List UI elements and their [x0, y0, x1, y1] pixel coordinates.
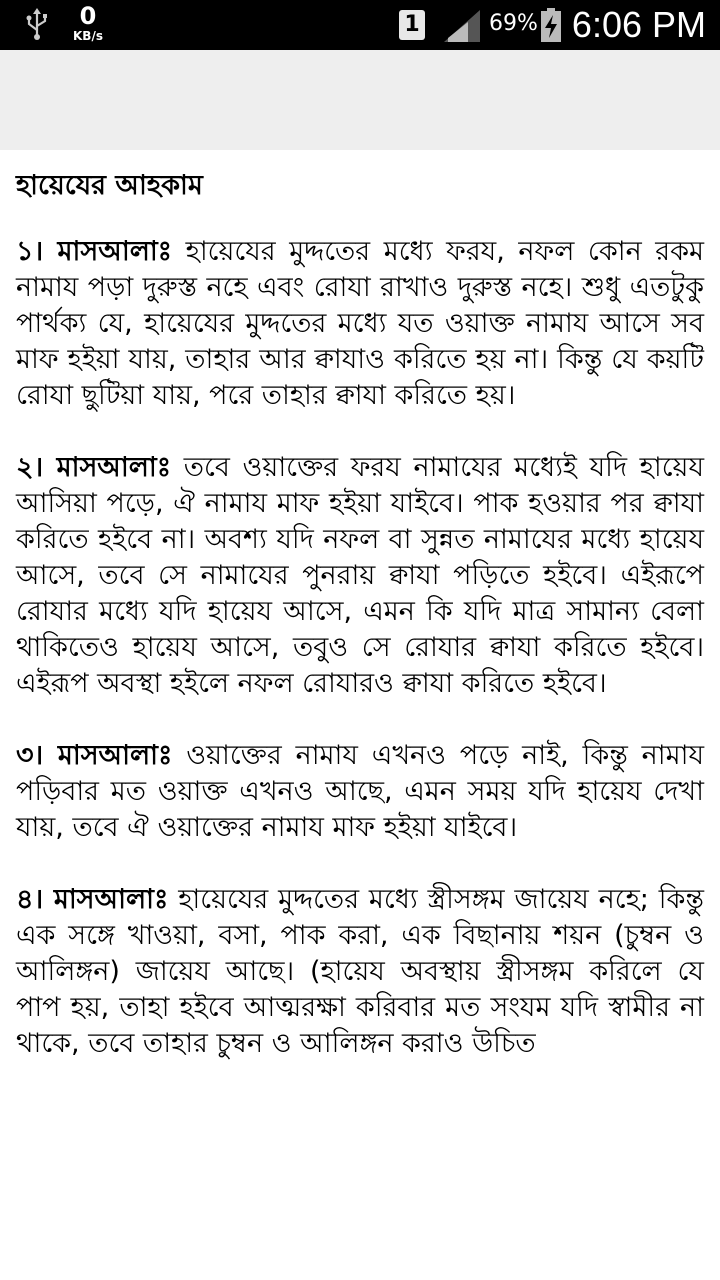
masala-label: ১। মাসআলাঃ — [16, 236, 173, 267]
status-bar — [0, 0, 720, 50]
usb-icon — [24, 8, 50, 42]
article-content[interactable] — [0, 150, 720, 1280]
clock-time: 6:06 PM — [571, 4, 706, 45]
sim-slot-icon: 1 — [399, 10, 425, 40]
masala-text: ওয়াক্তের নামায এখনও পড়ে নাই, কিন্তু নামায পড়িবার মত ওয়াক্ত এখনও আছে, এমন সময় যদি হায়েয দেখা যায়, তবে ঐ ওয়াক্তের নামায মাফ হইয়া যাইবে। — [16, 740, 704, 843]
masala-paragraph-1 — [16, 234, 704, 414]
signal-icon — [444, 10, 480, 42]
masala-paragraph-2 — [16, 450, 704, 702]
app-header-bar — [0, 50, 720, 150]
network-speed — [66, 4, 110, 42]
masala-text: তবে ওয়াক্তের ফরয নামাযের মধ্যেই যদি হায়েয আসিয়া পড়ে, ঐ নামায মাফ হইয়া যাইবে। পাক হওয়ার পর ক্বাযা করিতে হইবে না। অবশ্য যদি নফল বা সুন্নত নামাযের মধ্যে হায়েয আসে, তবে সে নামাযের পুনরায় ক্বাযা পড়িতে হইবে। এইরূপে রোযার মধ্যে যদি হায়েয আসে, এমন কি যদি মাত্র সামান্য বেলা থাকিতেও হায়েয আসে, তবুও সে রোযার ক্বাযা করিতে হইবে। এইরূপ অবস্থা হইলে নফল রোযারও ক্বাযা করিতে হইবে। — [16, 452, 704, 699]
masala-text: হায়েযের মুদ্দতের মধ্যে স্ত্রীসঙ্গম জায়েয নহে; কিন্তু এক সঙ্গে খাওয়া, বসা, পাক করা, এক বিছানায় শয়ন (চুম্বন ও আলিঙ্গন) জায়েয আছে। (হায়েয অবস্থায় স্ত্রীসঙ্গম করিলে যে পাপ হয়, তাহা হইবে আত্মরক্ষা করিবার মত সংযম যদি স্বামীর না থাকে, তবে তাহার চুম্বন ও আলিঙ্গন করাও উচিত — [16, 884, 704, 1059]
masala-paragraph-3 — [16, 738, 704, 846]
masala-paragraph-4 — [16, 882, 704, 1062]
article-title: হায়েযের আহকাম — [16, 170, 203, 201]
battery-charging-icon — [540, 8, 562, 42]
network-speed-value: 0 — [79, 2, 97, 30]
network-speed-unit: KB/s — [73, 29, 103, 43]
masala-text: হায়েযের মুদ্দতের মধ্যে ফরয, নফল কোন রকম নামায পড়া দুরুস্ত নহে এবং রোযা রাখাও দুরুস্ত নহে। শুধু এতটুকু পার্থক্য যে, হায়েযের মুদ্দতের মধ্যে যত ওয়াক্ত নামায আসে সব মাফ হইয়া যায়, তাহার আর ক্বাযাও করিতে হয় না। কিন্তু যে কয়টি রোযা ছুটিয়া যায়, পরে তাহার ক্বাযা করিতে হয়। — [16, 236, 704, 411]
masala-label: ৩। মাসআলাঃ — [16, 740, 173, 771]
masala-label: ২। মাসআলাঃ — [16, 452, 172, 483]
battery-percent: 69% — [489, 11, 538, 36]
masala-label: ৪। মাসআলাঃ — [16, 884, 169, 915]
